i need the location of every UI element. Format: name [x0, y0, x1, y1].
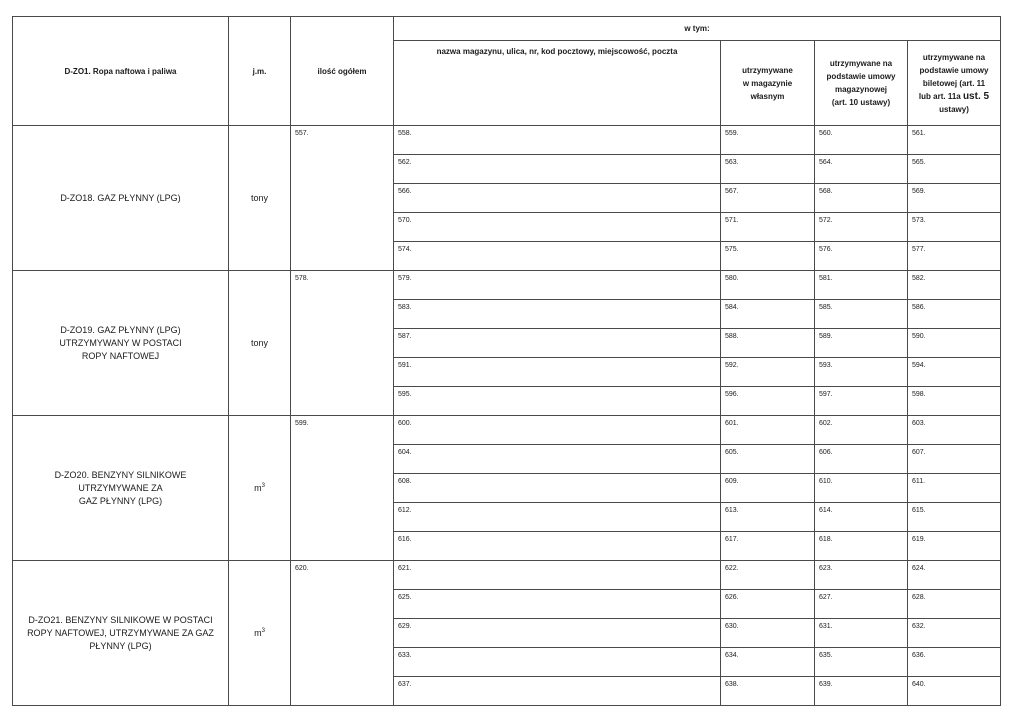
cell-ticket-contract[interactable]: 628.	[908, 590, 1001, 619]
cell-store-address[interactable]: 608.	[394, 474, 721, 503]
cell-storage-contract[interactable]: 635.	[815, 648, 908, 677]
category-name: D-ZO20. BENZYNY SILNIKOWE UTRZYMYWANE ZA GAZ PŁYNNY (LPG)	[13, 416, 229, 561]
cell-own-storage[interactable]: 592.	[721, 358, 815, 387]
cell-ticket-contract[interactable]: 565.	[908, 155, 1001, 184]
table-row	[13, 416, 1001, 445]
cell-store-address[interactable]: 583.	[394, 300, 721, 329]
cell-ticket-contract[interactable]: 632.	[908, 619, 1001, 648]
header-total: ilość ogółem	[291, 17, 394, 126]
total-cell[interactable]: 620.	[291, 561, 394, 706]
unit-cell: $m^3$	[229, 561, 291, 706]
cell-ticket-contract[interactable]: 569.	[908, 184, 1001, 213]
cell-storage-contract[interactable]: 606.	[815, 445, 908, 474]
cell-own-storage[interactable]: 559.	[721, 126, 815, 155]
cell-own-storage[interactable]: 596.	[721, 387, 815, 416]
cell-own-storage[interactable]: 638.	[721, 677, 815, 706]
total-cell[interactable]: 578.	[291, 271, 394, 416]
cell-ticket-contract[interactable]: 594.	[908, 358, 1001, 387]
cell-ticket-contract[interactable]: 561.	[908, 126, 1001, 155]
unit-cell: $m^3$	[229, 416, 291, 561]
cell-storage-contract[interactable]: 593.	[815, 358, 908, 387]
cell-storage-contract[interactable]: 639.	[815, 677, 908, 706]
category-name: D-ZO19. GAZ PŁYNNY (LPG) UTRZYMYWANY W POSTACI ROPY NAFTOWEJ	[13, 271, 229, 416]
header-own-storage: utrzymywane w magazynie własnym	[721, 41, 815, 126]
cell-ticket-contract[interactable]: 603.	[908, 416, 1001, 445]
cell-store-address[interactable]: 637.	[394, 677, 721, 706]
header-category: D-ZO1. Ropa naftowa i paliwa	[13, 17, 229, 126]
cell-ticket-contract[interactable]: 577.	[908, 242, 1001, 271]
cell-ticket-contract[interactable]: 582.	[908, 271, 1001, 300]
cell-storage-contract[interactable]: 576.	[815, 242, 908, 271]
header-storage-contract: utrzymywane na podstawie umowy magazynowej (art. 10 ustawy)	[815, 41, 908, 126]
unit-cell: tony	[229, 126, 291, 271]
cell-store-address[interactable]: 591.	[394, 358, 721, 387]
header-ticket-contract: utrzymywane na podstawie umowy biletowej (art. 11 lub art. 11a ust. 5 ustawy)	[908, 41, 1001, 126]
cell-ticket-contract[interactable]: 586.	[908, 300, 1001, 329]
cell-storage-contract[interactable]: 581.	[815, 271, 908, 300]
cell-ticket-contract[interactable]: 611.	[908, 474, 1001, 503]
table-row	[13, 126, 1001, 155]
cell-ticket-contract[interactable]: 615.	[908, 503, 1001, 532]
cell-own-storage[interactable]: 634.	[721, 648, 815, 677]
cell-store-address[interactable]: 612.	[394, 503, 721, 532]
cell-ticket-contract[interactable]: 598.	[908, 387, 1001, 416]
cell-store-address[interactable]: 587.	[394, 329, 721, 358]
cell-ticket-contract[interactable]: 636.	[908, 648, 1001, 677]
cell-storage-contract[interactable]: 597.	[815, 387, 908, 416]
total-cell[interactable]: 557.	[291, 126, 394, 271]
header-w-tym: w tym:	[394, 17, 1001, 41]
cell-own-storage[interactable]: 584.	[721, 300, 815, 329]
cell-ticket-contract[interactable]: 619.	[908, 532, 1001, 561]
cell-ticket-contract[interactable]: 640.	[908, 677, 1001, 706]
cell-own-storage[interactable]: 626.	[721, 590, 815, 619]
cell-storage-contract[interactable]: 560.	[815, 126, 908, 155]
cell-store-address[interactable]: 621.	[394, 561, 721, 590]
cell-store-address[interactable]: 558.	[394, 126, 721, 155]
cell-storage-contract[interactable]: 572.	[815, 213, 908, 242]
cell-storage-contract[interactable]: 568.	[815, 184, 908, 213]
cell-own-storage[interactable]: 601.	[721, 416, 815, 445]
cell-store-address[interactable]: 625.	[394, 590, 721, 619]
cell-store-address[interactable]: 616.	[394, 532, 721, 561]
cell-store-address[interactable]: 579.	[394, 271, 721, 300]
cell-storage-contract[interactable]: 627.	[815, 590, 908, 619]
cell-store-address[interactable]: 562.	[394, 155, 721, 184]
header-store-address: nazwa magazynu, ulica, nr, kod pocztowy, miejscowość, poczta	[394, 41, 721, 126]
cell-store-address[interactable]: 604.	[394, 445, 721, 474]
cell-storage-contract[interactable]: 564.	[815, 155, 908, 184]
cell-storage-contract[interactable]: 602.	[815, 416, 908, 445]
cell-own-storage[interactable]: 609.	[721, 474, 815, 503]
cell-ticket-contract[interactable]: 590.	[908, 329, 1001, 358]
cell-storage-contract[interactable]: 610.	[815, 474, 908, 503]
cell-ticket-contract[interactable]: 607.	[908, 445, 1001, 474]
cell-storage-contract[interactable]: 585.	[815, 300, 908, 329]
cell-own-storage[interactable]: 605.	[721, 445, 815, 474]
cell-store-address[interactable]: 574.	[394, 242, 721, 271]
total-cell[interactable]: 599.	[291, 416, 394, 561]
header-unit: j.m.	[229, 17, 291, 126]
cell-own-storage[interactable]: 630.	[721, 619, 815, 648]
cell-own-storage[interactable]: 588.	[721, 329, 815, 358]
table-row	[13, 271, 1001, 300]
cell-ticket-contract[interactable]: 573.	[908, 213, 1001, 242]
cell-store-address[interactable]: 633.	[394, 648, 721, 677]
cell-store-address[interactable]: 570.	[394, 213, 721, 242]
cell-own-storage[interactable]: 571.	[721, 213, 815, 242]
cell-store-address[interactable]: 629.	[394, 619, 721, 648]
cell-storage-contract[interactable]: 614.	[815, 503, 908, 532]
cell-storage-contract[interactable]: 631.	[815, 619, 908, 648]
cell-storage-contract[interactable]: 589.	[815, 329, 908, 358]
form-table	[12, 16, 1001, 706]
cell-own-storage[interactable]: 617.	[721, 532, 815, 561]
category-name: D-ZO18. GAZ PŁYNNY (LPG)	[13, 126, 229, 271]
cell-ticket-contract[interactable]: 624.	[908, 561, 1001, 590]
cell-store-address[interactable]: 566.	[394, 184, 721, 213]
cell-own-storage[interactable]: 575.	[721, 242, 815, 271]
cell-own-storage[interactable]: 622.	[721, 561, 815, 590]
unit-cell: tony	[229, 271, 291, 416]
cell-own-storage[interactable]: 580.	[721, 271, 815, 300]
cell-own-storage[interactable]: 613.	[721, 503, 815, 532]
table-row	[13, 561, 1001, 590]
cell-own-storage[interactable]: 563.	[721, 155, 815, 184]
category-name: D-ZO21. BENZYNY SILNIKOWE W POSTACI ROPY NAFTOWEJ, UTRZYMYWANE ZA GAZ PŁYNNY (LPG)	[13, 561, 229, 706]
cell-storage-contract[interactable]: 623.	[815, 561, 908, 590]
cell-store-address[interactable]: 600.	[394, 416, 721, 445]
cell-store-address[interactable]: 595.	[394, 387, 721, 416]
cell-own-storage[interactable]: 567.	[721, 184, 815, 213]
cell-storage-contract[interactable]: 618.	[815, 532, 908, 561]
